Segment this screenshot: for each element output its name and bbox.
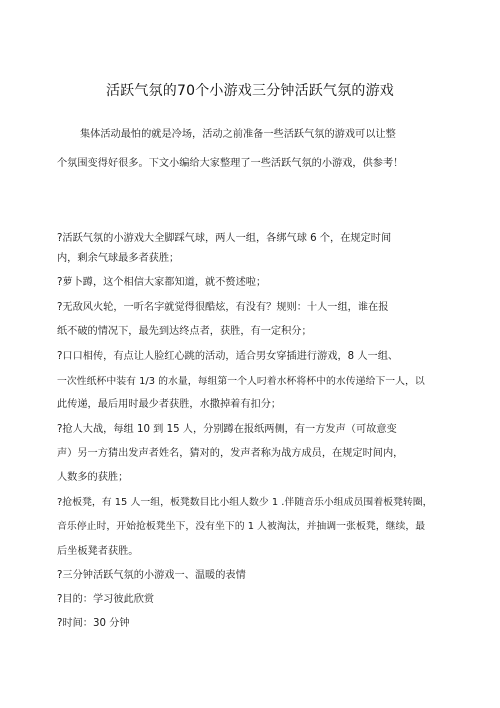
body-line: 后坐板凳者获胜。 [57, 546, 139, 557]
body-line: ?目的：学习彼此欣赏 [57, 594, 155, 605]
body-line: 音乐停止时，开始抢板凳坐下，没有坐下的 1 人被淘汰，并抽调一张板凳，继续，最 [57, 521, 426, 532]
body-line: ?口口相传，有点让人脸红心跳的活动，适合男女穿插进行游戏，8 人一组、 [57, 351, 399, 362]
body-line: 内，剩余气球最多者获胜； [57, 253, 180, 264]
body-line: ?活跃气氛的小游戏大全脚踩气球，两人一组，各绑气球 6 个，在规定时间 [57, 233, 392, 244]
body-line: 声）另一方猜出发声者姓名，猜对的，发声者称为战方成员，在规定时间内， [57, 448, 404, 459]
intro-line-2: 个氛围变得好很多。下文小编给大家整理了一些活跃气氛的小游戏，供参考！ [57, 158, 404, 169]
body-line: ?无敌风火轮，一听名字就觉得很酷炫，有没有？规则：十人一组，谁在报 [57, 302, 389, 313]
body-line: ?三分钟活跃气氛的小游戏一、温暖的表情 [57, 570, 246, 581]
body-line: 人数多的获胜； [57, 472, 129, 483]
body-line: ?时间：30 分钟 [57, 618, 130, 629]
body-line: 此传递，最后用时最少者获胜，水撒掉着有扣分； [57, 399, 282, 410]
body-line: 一次性纸杯中装有 1/3 的水量，每组第一个人叼着水杯将杯中的水传递给下一人，以 [57, 376, 425, 387]
body-line: ?抢人大战，每组 10 到 15 人，分别蹲在报纸两侧，有一方发声（可故意变 [57, 424, 397, 435]
intro-line-1: 集体活动最怕的就是冷场，活动之前准备一些活跃气氛的游戏可以让整 [80, 129, 396, 140]
document-title: 活跃气氛的70个小游戏三分钟活跃气氛的游戏 [105, 83, 394, 99]
body-line: ?抢板凳，有 15 人一组，板凳数目比小组人数少 1 .伴随音乐小组成员围着板凳转圈， [57, 497, 433, 508]
body-line: ?萝卜蹲，这个相信大家都知道，就不赘述啦； [57, 277, 267, 288]
body-line: 纸不破的情况下，最先到达终点者，获胜，有一定积分； [57, 326, 312, 337]
